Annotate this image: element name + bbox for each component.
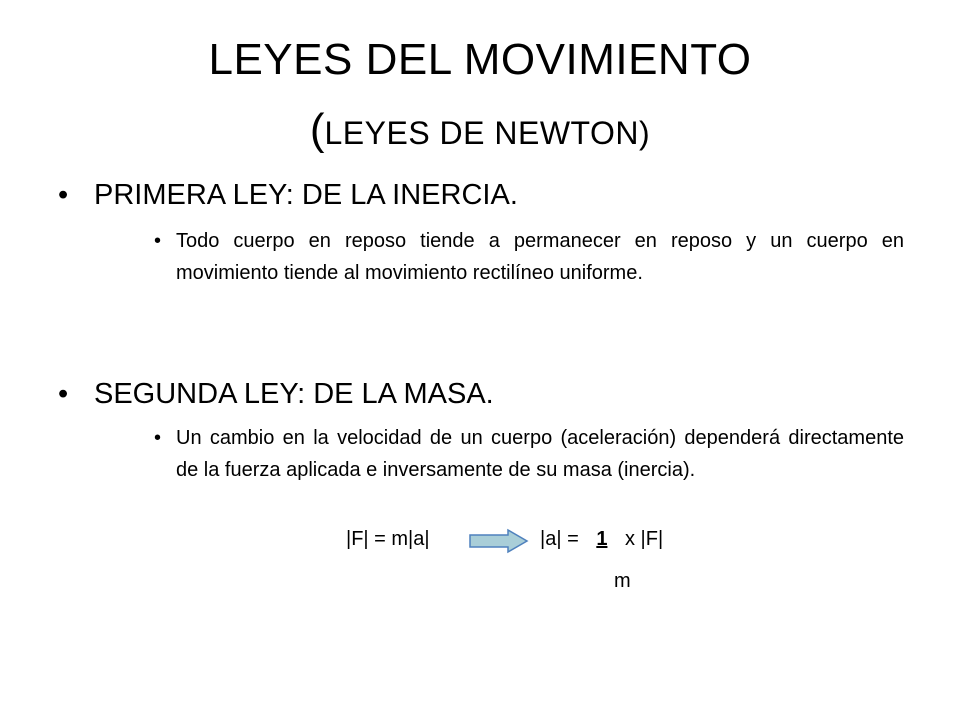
sub-bullet-icon: • (154, 230, 162, 252)
formula-denominator: m (614, 570, 631, 592)
right-arrow-icon (468, 528, 530, 554)
subtitle-open-paren: ( (309, 105, 325, 154)
law-1-heading: PRIMERA LEY: DE LA INERCIA. (94, 179, 518, 211)
law-1-body-item (154, 225, 904, 289)
slide-subtitle: LEYES DE NEWTON) (324, 115, 651, 151)
sub-bullet-icon: • (154, 427, 162, 449)
law-2-body-item (154, 422, 904, 486)
formula-right (540, 527, 663, 551)
formula-left: |F| = m|a| (346, 528, 430, 550)
law-1-heading-item (58, 178, 518, 212)
formula-numerator: 1 (596, 528, 608, 550)
law-2-heading-item (58, 377, 494, 411)
bullet-icon: • (58, 179, 69, 211)
law-2-heading: SEGUNDA LEY: DE LA MASA. (94, 378, 494, 410)
formula-right-prefix: |a| = (540, 528, 579, 550)
law-2-body: Un cambio en la velocidad de un cuerpo (aceleración) dependerá directamente de la fuerza aplicada e inversamente de su masa (inercia). (176, 427, 904, 481)
bullet-icon: • (58, 378, 69, 410)
formula-right-suffix: x |F| (625, 528, 664, 550)
slide-subtitle-line (0, 104, 960, 166)
slide-title: LEYES DEL MOVIMIENTO (208, 35, 752, 84)
law-1-body: Todo cuerpo en reposo tiende a permanecer en reposo y un cuerpo en movimiento tiende al movimiento rectilíneo uniforme. (176, 230, 904, 284)
